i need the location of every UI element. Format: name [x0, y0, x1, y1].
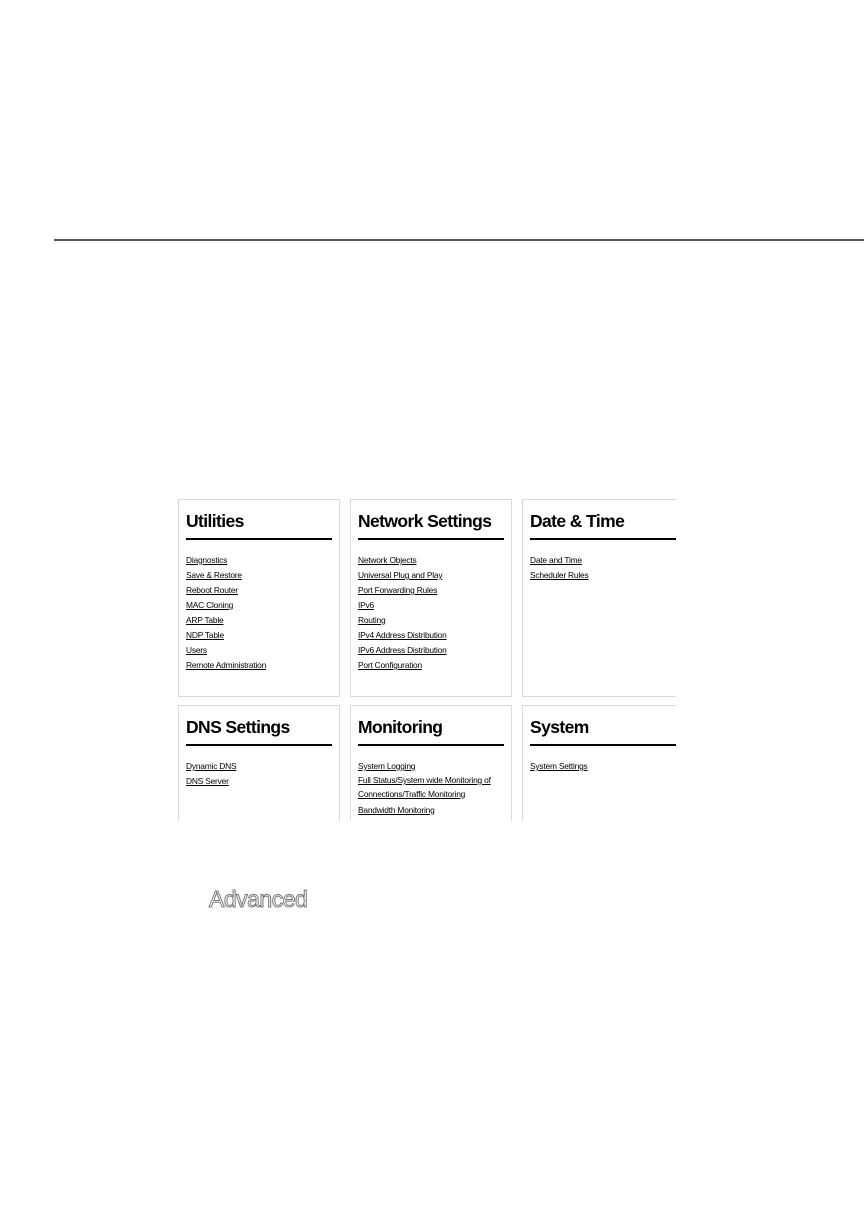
scheduler-rules-link[interactable]: Scheduler Rules [530, 570, 589, 580]
network-settings-link-list [358, 553, 506, 673]
utilities-title: Utilities [186, 511, 244, 531]
save-restore-link[interactable]: Save & Restore [186, 570, 242, 580]
users-link[interactable]: Users [186, 645, 207, 655]
network-settings-title: Network Settings [358, 511, 492, 531]
network-objects-link[interactable]: Network Objects [358, 555, 417, 565]
ipv4-address-distribution-link[interactable]: IPv4 Address Distribution [358, 630, 447, 640]
dns-settings-divider [186, 744, 332, 746]
date-time-link-list [530, 553, 676, 583]
full-status-monitoring-link[interactable]: Full Status/System wide Monitoring of Connections/Traffic Monitoring [358, 775, 491, 799]
date-time-card [522, 499, 676, 697]
ndp-table-link[interactable]: NDP Table [186, 630, 224, 640]
utilities-divider [186, 538, 332, 540]
dns-settings-link-list [186, 759, 334, 789]
ipv6-address-distribution-link[interactable]: IPv6 Address Distribution [358, 645, 447, 655]
network-settings-card [350, 499, 512, 697]
dns-settings-title: DNS Settings [186, 717, 290, 737]
arp-table-link[interactable]: ARP Table [186, 615, 224, 625]
system-settings-link[interactable]: System Settings [530, 761, 588, 771]
mac-cloning-link[interactable]: MAC Cloning [186, 600, 234, 610]
routing-link[interactable]: Routing [358, 615, 386, 625]
upnp-link[interactable]: Universal Plug and Play [358, 570, 443, 580]
system-link-list [530, 759, 676, 774]
ipv6-link[interactable]: IPv6 [358, 600, 374, 610]
page-title: Advanced [209, 886, 308, 912]
network-settings-divider [358, 538, 504, 540]
dynamic-dns-link[interactable]: Dynamic DNS [186, 761, 237, 771]
utilities-card [178, 499, 340, 697]
reboot-router-link[interactable]: Reboot Router [186, 585, 238, 595]
header-divider [54, 239, 864, 241]
monitoring-title: Monitoring [358, 717, 443, 737]
advanced-settings-panel [178, 499, 676, 821]
monitoring-link-list [358, 759, 506, 818]
bandwidth-monitoring-link[interactable]: Bandwidth Monitoring [358, 804, 435, 815]
diagnostics-link[interactable]: Diagnostics [186, 555, 228, 565]
utilities-link-list [186, 553, 334, 673]
date-and-time-link[interactable]: Date and Time [530, 555, 582, 565]
date-time-divider [530, 538, 676, 540]
system-logging-link[interactable]: System Logging [358, 761, 416, 771]
monitoring-divider [358, 744, 504, 746]
monitoring-card [350, 705, 512, 821]
remote-administration-link[interactable]: Remote Administration [186, 660, 267, 670]
dns-server-link[interactable]: DNS Server [186, 776, 229, 786]
port-forwarding-rules-link[interactable]: Port Forwarding Rules [358, 585, 438, 595]
port-configuration-link[interactable]: Port Configuration [358, 660, 422, 670]
dns-settings-card [178, 705, 340, 821]
system-card [522, 705, 676, 821]
system-title: System [530, 717, 589, 737]
date-time-title: Date & Time [530, 511, 625, 531]
system-divider [530, 744, 676, 746]
